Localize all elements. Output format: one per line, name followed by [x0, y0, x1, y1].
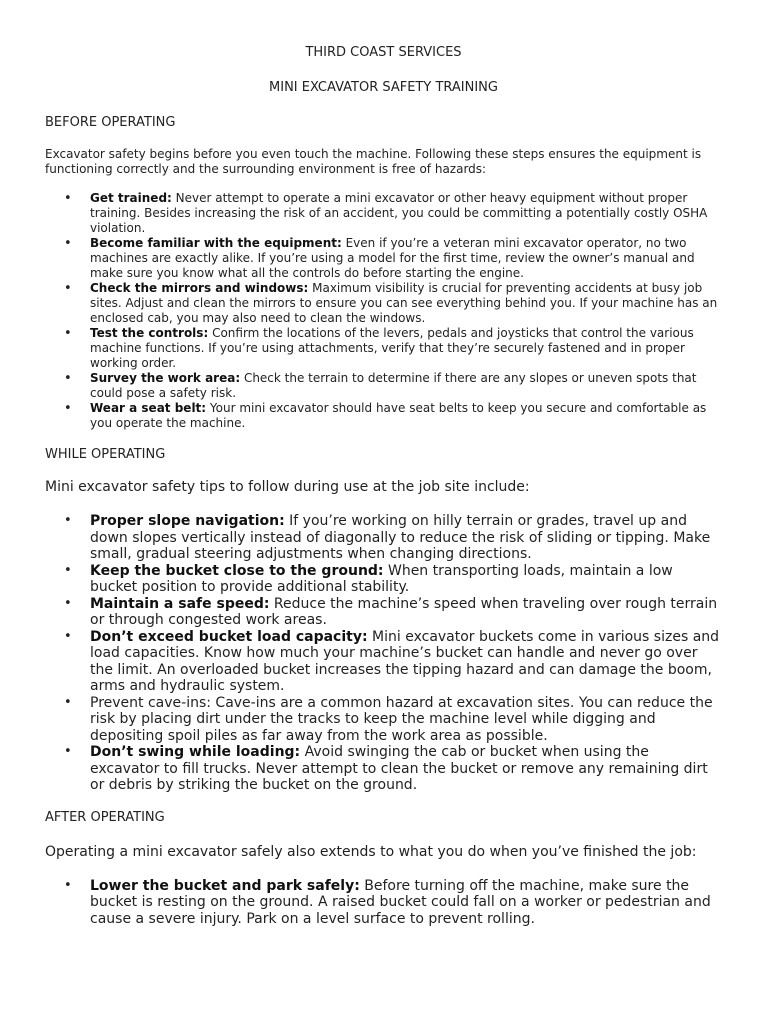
item-text: If you’re working on hilly terrain or grades, travel up and down slopes vertically instead of diagonally to reduce the risk of sliding or tipping. Make small, gradual steering adjustments when changing directions. — [90, 513, 711, 562]
section-intro-after: Operating a mini excavator safely also extends to what you do when you’ve finished the job: — [45, 843, 697, 860]
item-title: Don’t exceed bucket load capacity: — [90, 628, 368, 645]
item-text: Mini excavator buckets come in various sizes and load capacities. Know how much your machine’s bucket can handle and never go over the limit. An overloaded bucket increases the tipping hazard and can damage the boom, arms and hydraulic system. — [90, 628, 720, 694]
item-text: Before turning off the machine, make sure the bucket is resting on the ground. A raised bucket could fall on a worker or pedestrian and cause a severe injury. Park on a level surface to prevent rolling. — [90, 877, 711, 927]
item-text: Maximum visibility is crucial for preventing accidents at busy job sites. Adjust and clean the mirrors to ensure you can see everything behind you. If your machine has an enclosed cab, you may also need to clean the windows. — [90, 281, 718, 325]
item-title: Test the controls: — [90, 326, 209, 340]
section-intro-before: Excavator safety begins before you even touch the machine. Following these steps ensures the equipment is functioning correctly and the surrounding environment is free of hazards: — [45, 147, 702, 176]
bullet-list-after — [45, 878, 722, 928]
item-title: Keep the bucket close to the ground: — [90, 562, 384, 579]
section-intro-while: Mini excavator safety tips to follow during use at the job site include: — [45, 479, 530, 495]
item-title: Become familiar with the equipment: — [90, 236, 342, 250]
item-text: Check the terrain to determine if there are any slopes or uneven spots that could pose a safety risk. — [90, 371, 697, 400]
list-item — [45, 236, 722, 281]
item-text: Avoid swinging the cab or bucket when using the excavator to fill trucks. Never attempt to clean the bucket or remove any remaining dirt or debris by striking the bucket on the ground. — [90, 744, 708, 793]
item-text: When transporting loads, maintain a low bucket position to provide additional stability. — [90, 562, 673, 595]
item-title: Survey the work area: — [90, 371, 241, 385]
list-item — [45, 878, 722, 928]
item-text: Reduce the machine’s speed when traveling over rough terrain or through congested work areas. — [90, 595, 718, 628]
list-item — [45, 371, 722, 401]
section-heading-after: AFTER OPERATING — [45, 809, 165, 825]
item-title: Get trained: — [90, 191, 172, 205]
item-title: Don’t swing while loading: — [90, 744, 301, 760]
list-item — [45, 191, 722, 236]
list-item — [45, 695, 722, 745]
list-item — [45, 281, 722, 326]
bullet-list-before — [45, 191, 722, 431]
section-heading-while: WHILE OPERATING — [45, 447, 166, 462]
list-item — [45, 744, 722, 794]
item-text: Prevent cave-ins: Cave-ins are a common hazard at excavation sites. You can reduce the risk by placing dirt under the tracks to keep the machine level while digging and depositing spoil piles as far away from the work area as possible. — [90, 694, 713, 744]
item-title: Maintain a safe speed: — [90, 595, 270, 612]
list-item — [45, 326, 722, 371]
item-text: Your mini excavator should have seat belts to keep you secure and comfortable as you operate the machine. — [90, 401, 707, 430]
list-item — [45, 401, 722, 431]
item-title: Wear a seat belt: — [90, 401, 207, 415]
company-name: THIRD COAST SERVICES — [305, 45, 462, 60]
section-heading-before: BEFORE OPERATING — [45, 115, 176, 130]
item-title: Lower the bucket and park safely: — [90, 877, 360, 894]
list-item — [45, 596, 722, 629]
item-text: Confirm the locations of the levers, pedals and joysticks that control the various machine functions. If you’re using attachments, verify that they’re securely fastened and in proper working order. — [90, 326, 694, 370]
bullet-list-while — [45, 513, 722, 794]
list-item — [45, 563, 722, 596]
list-item — [45, 629, 722, 695]
item-title: Check the mirrors and windows: — [90, 281, 309, 295]
list-item — [45, 513, 722, 563]
document-title: MINI EXCAVATOR SAFETY TRAINING — [269, 80, 498, 95]
item-title: Proper slope navigation: — [90, 513, 285, 529]
item-text: Even if you’re a veteran mini excavator operator, no two machines are exactly alike. If you’re using a model for the first time, review the owner’s manual and make sure you know what all the controls do before starting the engine. — [90, 236, 695, 280]
item-text: Never attempt to operate a mini excavator or other heavy equipment without proper training. Besides increasing the risk of an accident, you could be committing a potentially costly OSHA violation. — [90, 191, 708, 235]
